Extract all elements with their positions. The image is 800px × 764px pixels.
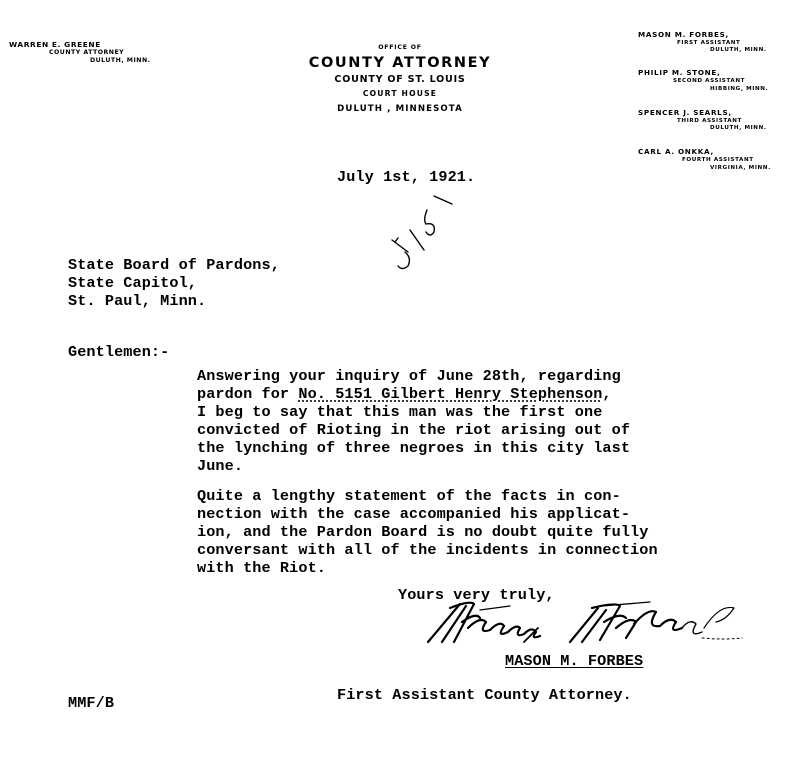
typed-signature-name: MASON M. FORBES: [505, 652, 644, 670]
handwritten-signature: [420, 598, 760, 658]
letterhead-left-location: DULUTH, MINN.: [90, 57, 151, 64]
paragraph-2-line-5: with the Riot.: [197, 559, 326, 577]
staff-4-title: FOURTH ASSISTANT: [682, 157, 754, 163]
staff-1-title: FIRST ASSISTANT: [677, 40, 741, 46]
paragraph-1-line-6: June.: [197, 457, 244, 475]
handwritten-number-annotation: [390, 192, 480, 272]
staff-2-name: PHILIP M. STONE,: [638, 68, 721, 77]
reference-initials: MMF/B: [68, 694, 115, 712]
paragraph-2-line-1: Quite a lengthy statement of the facts in con-: [197, 487, 621, 505]
recipient-line-2: State Capitol,: [68, 274, 197, 292]
paragraph-1-line-1: Answering your inquiry of June 28th, regarding: [197, 367, 621, 385]
staff-4-name: CARL A. ONKKA,: [638, 147, 714, 156]
paragraph-2-line-4: conversant with all of the incidents in connection: [197, 541, 658, 559]
staff-2-location: HIBBING, MINN.: [710, 86, 769, 92]
staff-3-title: THIRD ASSISTANT: [677, 118, 742, 124]
signature-title: First Assistant County Attorney.: [337, 686, 632, 704]
salutation: Gentlemen:-: [68, 343, 170, 361]
letterhead-left-name: WARREN E. GREENE: [9, 40, 101, 49]
staff-1-name: MASON M. FORBES,: [638, 30, 729, 39]
paragraph-1-line-3: I beg to say that this man was the first one: [197, 403, 603, 421]
letter-date: July 1st, 1921.: [337, 168, 476, 186]
paragraph-1-line-2: [197, 385, 612, 404]
staff-3-location: DULUTH, MINN.: [710, 125, 767, 131]
letterhead-location: DULUTH , MINNESOTA: [337, 104, 463, 114]
pardon-for-text: pardon for: [197, 385, 299, 403]
paragraph-2-line-2: nection with the case accompanied his applicat-: [197, 505, 631, 523]
recipient-line-3: St. Paul, Minn.: [68, 292, 207, 310]
staff-1-location: DULUTH, MINN.: [710, 47, 767, 53]
paragraph-1-line-5: the lynching of three negroes in this city last: [197, 439, 631, 457]
comma: ,: [602, 385, 612, 403]
letterhead-office-of: OFFICE OF: [378, 44, 422, 51]
staff-4-location: VIRGINIA, MINN.: [710, 165, 771, 171]
paragraph-2-line-3: ion, and the Pardon Board is no doubt quite fully: [197, 523, 649, 541]
letterhead-building: COURT HOUSE: [362, 89, 438, 98]
staff-2-title: SECOND ASSISTANT: [673, 78, 746, 84]
staff-3-name: SPENCER J. SEARLS,: [638, 108, 732, 117]
letterhead-title: COUNTY ATTORNEY: [308, 55, 492, 71]
pardon-subject-underlined: No. 5151 Gilbert Henry Stephenson: [298, 385, 603, 403]
recipient-line-1: State Board of Pardons,: [68, 256, 280, 274]
paragraph-1-line-4: convicted of Rioting in the riot arising out of: [197, 421, 631, 439]
closing: Yours very truly,: [398, 586, 555, 604]
letterhead-left-title: COUNTY ATTORNEY: [49, 49, 125, 56]
letterhead-county: COUNTY OF ST. LOUIS: [334, 74, 466, 85]
